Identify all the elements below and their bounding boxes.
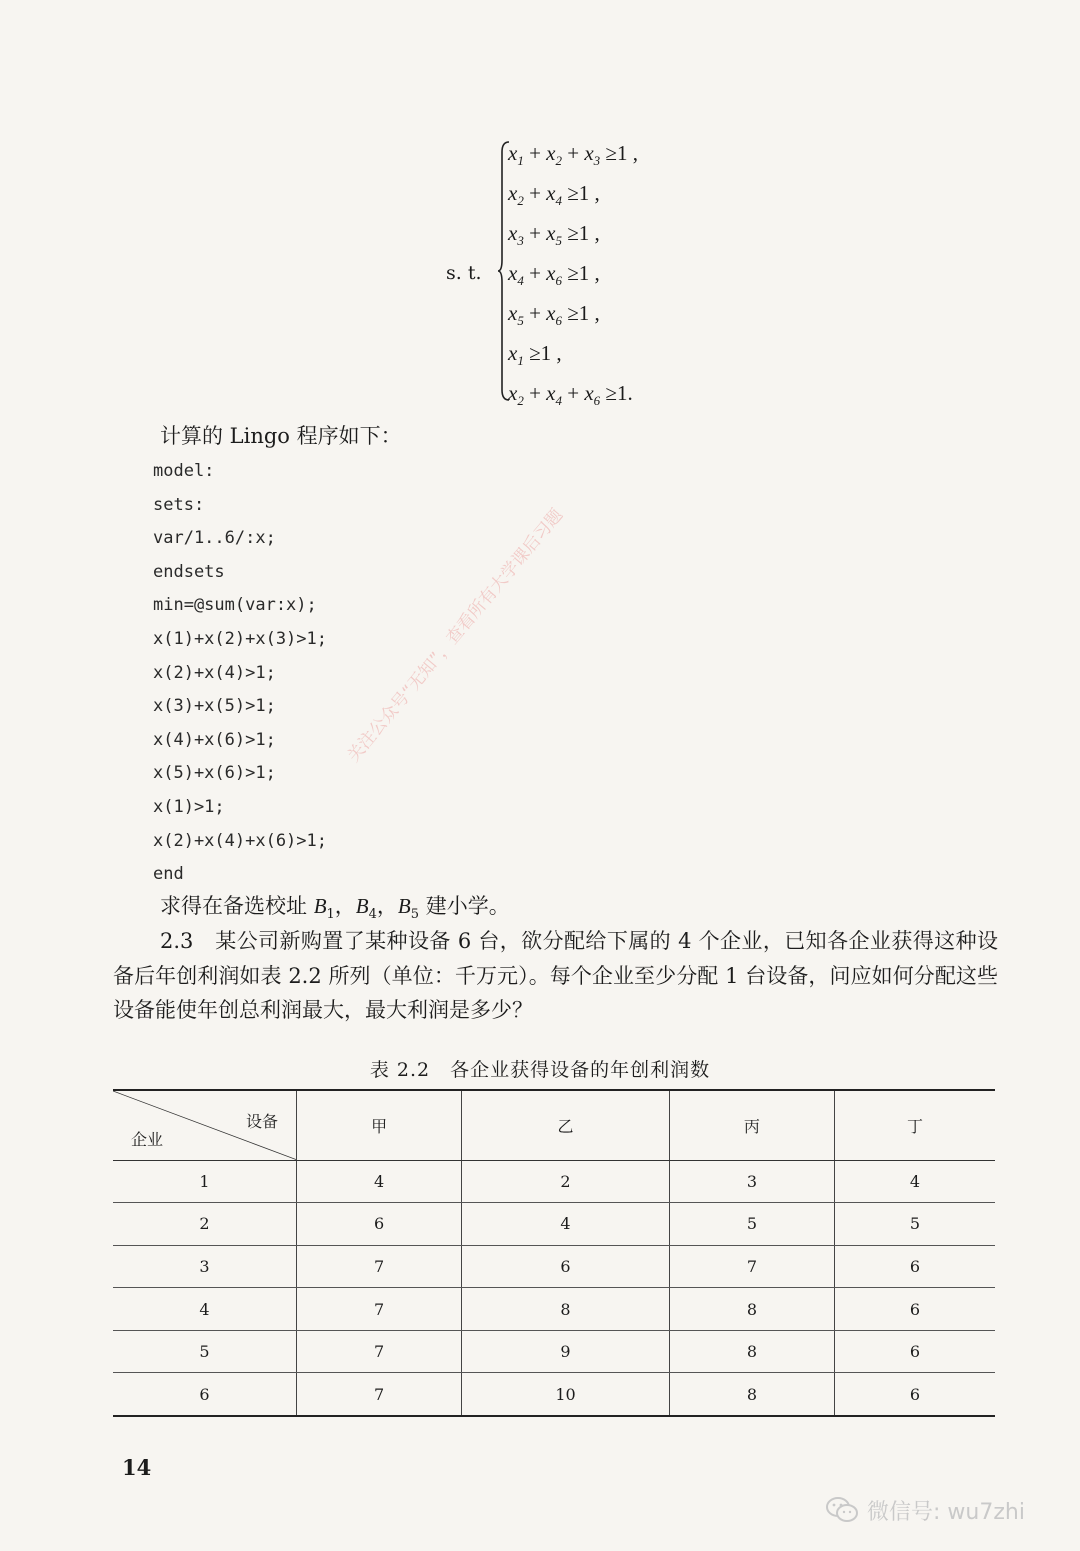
table-cell: 7 bbox=[297, 1288, 462, 1331]
table-cell: 6 bbox=[297, 1203, 462, 1246]
column-header: 丁 bbox=[835, 1090, 995, 1160]
site-label: ，$B_4$ bbox=[334, 894, 377, 923]
column-header: 丙 bbox=[669, 1090, 834, 1160]
problem-2-3 bbox=[113, 924, 998, 1028]
table-row bbox=[113, 1160, 995, 1203]
code-line: var/1..6/:x; bbox=[153, 528, 276, 549]
code-line: model: bbox=[153, 461, 215, 481]
constraint-row: $x_1 \ge 1$ , bbox=[508, 341, 562, 369]
table-title: 表 2.2 各企业获得设备的年创利润数 bbox=[369, 1059, 711, 1081]
corner-bottom-label: 企业 bbox=[131, 1129, 164, 1149]
table-cell: 4 bbox=[835, 1160, 995, 1203]
row-label: 6 bbox=[113, 1373, 297, 1416]
table-cell: 4 bbox=[462, 1203, 669, 1246]
watermark: 关注公众号“无知”，查看所有大学课后习题 bbox=[343, 505, 568, 767]
table-body bbox=[113, 1160, 995, 1416]
row-label: 4 bbox=[113, 1288, 297, 1331]
constraint-row: $x_2 + x_4 + x_6 \ge 1$. bbox=[508, 381, 633, 409]
result-suffix: 建小学。 bbox=[419, 894, 510, 918]
constraint-row: $x_1 + x_2 + x_3 \ge 1$ , bbox=[508, 141, 638, 169]
wechat-label: 微信号: wu7zhi bbox=[867, 1499, 1025, 1525]
table-cell: 6 bbox=[835, 1288, 995, 1331]
table-cell: 8 bbox=[669, 1373, 834, 1416]
table-cell: 6 bbox=[462, 1245, 669, 1288]
lingo-code-block bbox=[153, 455, 327, 892]
table-cell: 10 bbox=[462, 1373, 669, 1416]
code-line: endsets bbox=[153, 561, 225, 582]
column-header: 乙 bbox=[462, 1090, 669, 1160]
table-row bbox=[113, 1330, 995, 1373]
row-label: 2 bbox=[113, 1203, 297, 1246]
code-line: x(1)+x(2)+x(3)>1; bbox=[153, 628, 327, 649]
constraint-label: s. t. bbox=[446, 262, 482, 284]
table-cell: 5 bbox=[835, 1203, 995, 1246]
code-line: sets: bbox=[153, 494, 205, 515]
row-label: 1 bbox=[113, 1160, 297, 1203]
table-cell: 7 bbox=[297, 1330, 462, 1373]
row-label: 3 bbox=[113, 1245, 297, 1288]
table-cell: 9 bbox=[462, 1330, 669, 1373]
corner-top-label: 设备 bbox=[245, 1112, 278, 1131]
table-row bbox=[113, 1203, 995, 1246]
table-row bbox=[113, 1288, 995, 1331]
problem-text: 2.3 某公司新购置了某种设备 6 台，欲分配给下属的 4 个企业，已知各企业获得这种设备后年创利润如表 2.2 所列（单位：千万元）。每个企业至少分配 1 台设备，问应如何分配这些设备能使年创总利润最大，最大利润是多少？ bbox=[113, 929, 998, 1022]
table-cell: 8 bbox=[669, 1330, 834, 1373]
code-line: x(2)+x(4)+x(6)>1; bbox=[153, 830, 327, 851]
table-cell: 7 bbox=[297, 1245, 462, 1288]
table-cell: 8 bbox=[462, 1288, 669, 1331]
table-cell: 6 bbox=[835, 1330, 995, 1373]
table-cell: 3 bbox=[669, 1160, 834, 1203]
code-line: x(5)+x(6)>1; bbox=[153, 763, 276, 784]
table-cell: 2 bbox=[462, 1160, 669, 1203]
table-row bbox=[113, 1245, 995, 1288]
corner-cell bbox=[113, 1090, 297, 1160]
column-header: 甲 bbox=[297, 1090, 462, 1160]
code-line: min=@sum(var:x); bbox=[153, 595, 317, 616]
code-line: x(3)+x(5)>1; bbox=[153, 696, 276, 717]
constraint-row: $x_2 + x_4 \ge 1$ , bbox=[508, 181, 600, 209]
code-line: x(4)+x(6)>1; bbox=[153, 729, 276, 750]
intro-text: 计算的 Lingo 程序如下： bbox=[160, 424, 402, 448]
code-line: end bbox=[153, 864, 184, 885]
site-label: ，$B_5$ bbox=[376, 894, 420, 923]
constraint-row: $x_5 + x_6 \ge 1$ , bbox=[508, 301, 600, 329]
constraint-row: $x_4 + x_6 \ge 1$ , bbox=[508, 261, 600, 289]
result-text bbox=[160, 890, 510, 922]
table-cell: 5 bbox=[669, 1203, 834, 1246]
table-row bbox=[113, 1373, 995, 1416]
wechat-icon bbox=[825, 1495, 859, 1525]
table-cell: 6 bbox=[835, 1373, 995, 1416]
result-prefix: 求得在备选校址 bbox=[160, 894, 314, 918]
code-line: x(1)>1; bbox=[153, 796, 225, 817]
profit-table bbox=[113, 1089, 995, 1417]
table-header-row bbox=[113, 1090, 995, 1160]
page-number: 14 bbox=[122, 1455, 152, 1480]
table-cell: 7 bbox=[297, 1373, 462, 1416]
site-label: $B_1$ bbox=[313, 894, 335, 923]
table-cell: 6 bbox=[835, 1245, 995, 1288]
table-cell: 4 bbox=[297, 1160, 462, 1203]
table-cell: 7 bbox=[669, 1245, 834, 1288]
table-cell: 8 bbox=[669, 1288, 834, 1331]
wechat-badge bbox=[825, 1490, 1025, 1530]
constraint-row: $x_3 + x_5 \ge 1$ , bbox=[508, 221, 600, 249]
code-line: x(2)+x(4)>1; bbox=[153, 662, 276, 683]
row-label: 5 bbox=[113, 1330, 297, 1373]
